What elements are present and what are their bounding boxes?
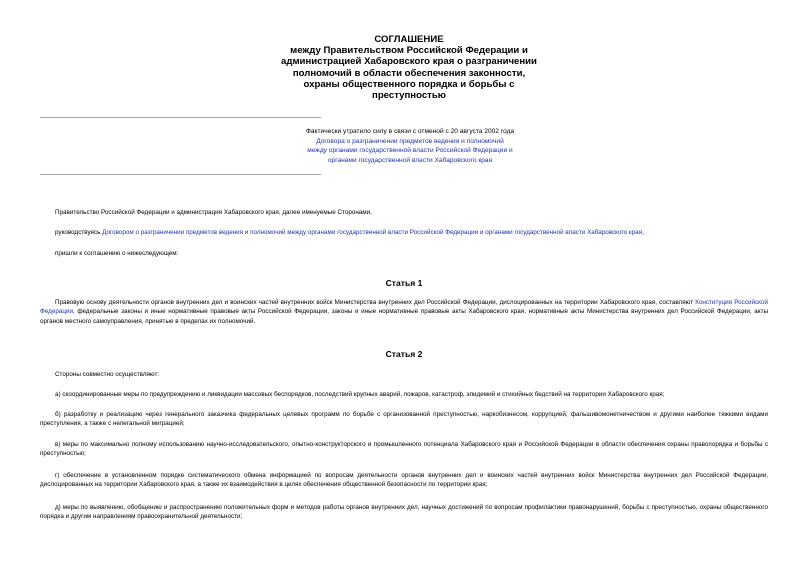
article-text: Правовую основу деятельности органов внутренних дел и воинских частей внутренних войск Министерства внутренних дел Российской Федерации, дислоцированных на территории Хабаровского края, составляют [55, 299, 696, 306]
article-2-item-b: б) разработку и реализацию через генерального заказчика федеральных целевых программ по борьбе с организованной преступностью, наркобизнесом, коррупцией, фальшивомонетничеством и другими наиболее тяжкими видами преступления, а также с нелегальной миграцией; [40, 411, 768, 428]
divider-bottom [40, 174, 321, 175]
preamble-text: руководствуясь [55, 229, 103, 236]
title-line: между Правительством Российской Федерации и [290, 45, 528, 57]
document-title [200, 34, 618, 101]
title-line: администрацией Хабаровского края о разграничении [281, 56, 537, 68]
status-link-line[interactable]: Договора о разграничении предметов ведения и полномочий [316, 137, 504, 145]
article-text: , федеральные законы и иные нормативные правовые акты Российской Федерации, законы и иные нормативные правовые акты Хабаровского края, нормативные акты Министерства внутренних дел Российской Федерации, акты органов местного самоуправления, принятые в пределах их полномочий. [40, 308, 768, 325]
article-2-item-a: а) скоординированные меры по предупреждению и ликвидации массовых беспорядков, последствий крупных аварий, пожаров, катастроф, эпидемий и стихийных бедствий на территории Хабаровского края; [55, 391, 665, 398]
status-note [240, 127, 580, 165]
status-link-line[interactable]: между органами государственной власти Российской Федерации и [307, 147, 513, 155]
article-2-heading: Статья 2 [385, 349, 423, 359]
divider-top [40, 117, 321, 118]
status-link-line[interactable]: органами государственной власти Хабаровского края [327, 156, 493, 164]
article-2-item-g: г) обеспечение в установленном порядке систематического обмена информацией по вопросам деятельности органов внутренних дел и воинских частей внутренних войск Министерства внутренних дел Российской Федерации, дислоцированных на территории Хабаровского края, а также их взаимодействия в целях обеспечения общественной безопасности по территории края; [40, 472, 768, 489]
status-text: Фактически утратило силу в связи с отменой с 20 августа 2002 года [305, 128, 515, 135]
article-2-item-v: в) меры по максимально полному использованию научно-исследовательского, опытно-конструкторского и промышленного потенциала Хабаровского края и Российской Федерации в области обеспечения охраны правопорядка и борьбы с преступностью; [40, 441, 768, 458]
article-2-item-d: д) меры по выявлению, обобщению и распространению положительных форм и методов работы органов внутренних дел, научных достижений по вопросам профилактики правонарушений, борьбы с преступностью, охраны общественного порядка и другим направлениям правоохранительной деятельности; [40, 504, 768, 521]
constitution-link[interactable]: Конституция Российской Федерации [40, 299, 768, 316]
title-line: СОГЛАШЕНИЕ [374, 34, 444, 45]
article-2-intro: Стороны совместно осуществляют: [55, 371, 160, 378]
preamble-agreement: пришли к соглашению о нижеследующем: [55, 250, 179, 257]
title-line: полномочий в области обеспечения законности, [292, 67, 526, 79]
article-1-text [40, 298, 768, 326]
preamble-basis [40, 228, 768, 237]
title-line: охраны общественного порядка и борьбы с [303, 78, 515, 90]
article-1-heading: Статья 1 [385, 278, 423, 288]
title-line: преступностью [372, 90, 446, 102]
preamble-text: , [642, 229, 644, 236]
treaty-link[interactable]: Договором о разграничении предметов ведения и полномочий между органами государственной власти Российской Федерации и органами государственной власти Хабаровского края [102, 229, 643, 236]
preamble-parties: Правительство Российской Федерации и администрация Хабаровского края, далее именуемые Сторонами, [55, 209, 372, 216]
